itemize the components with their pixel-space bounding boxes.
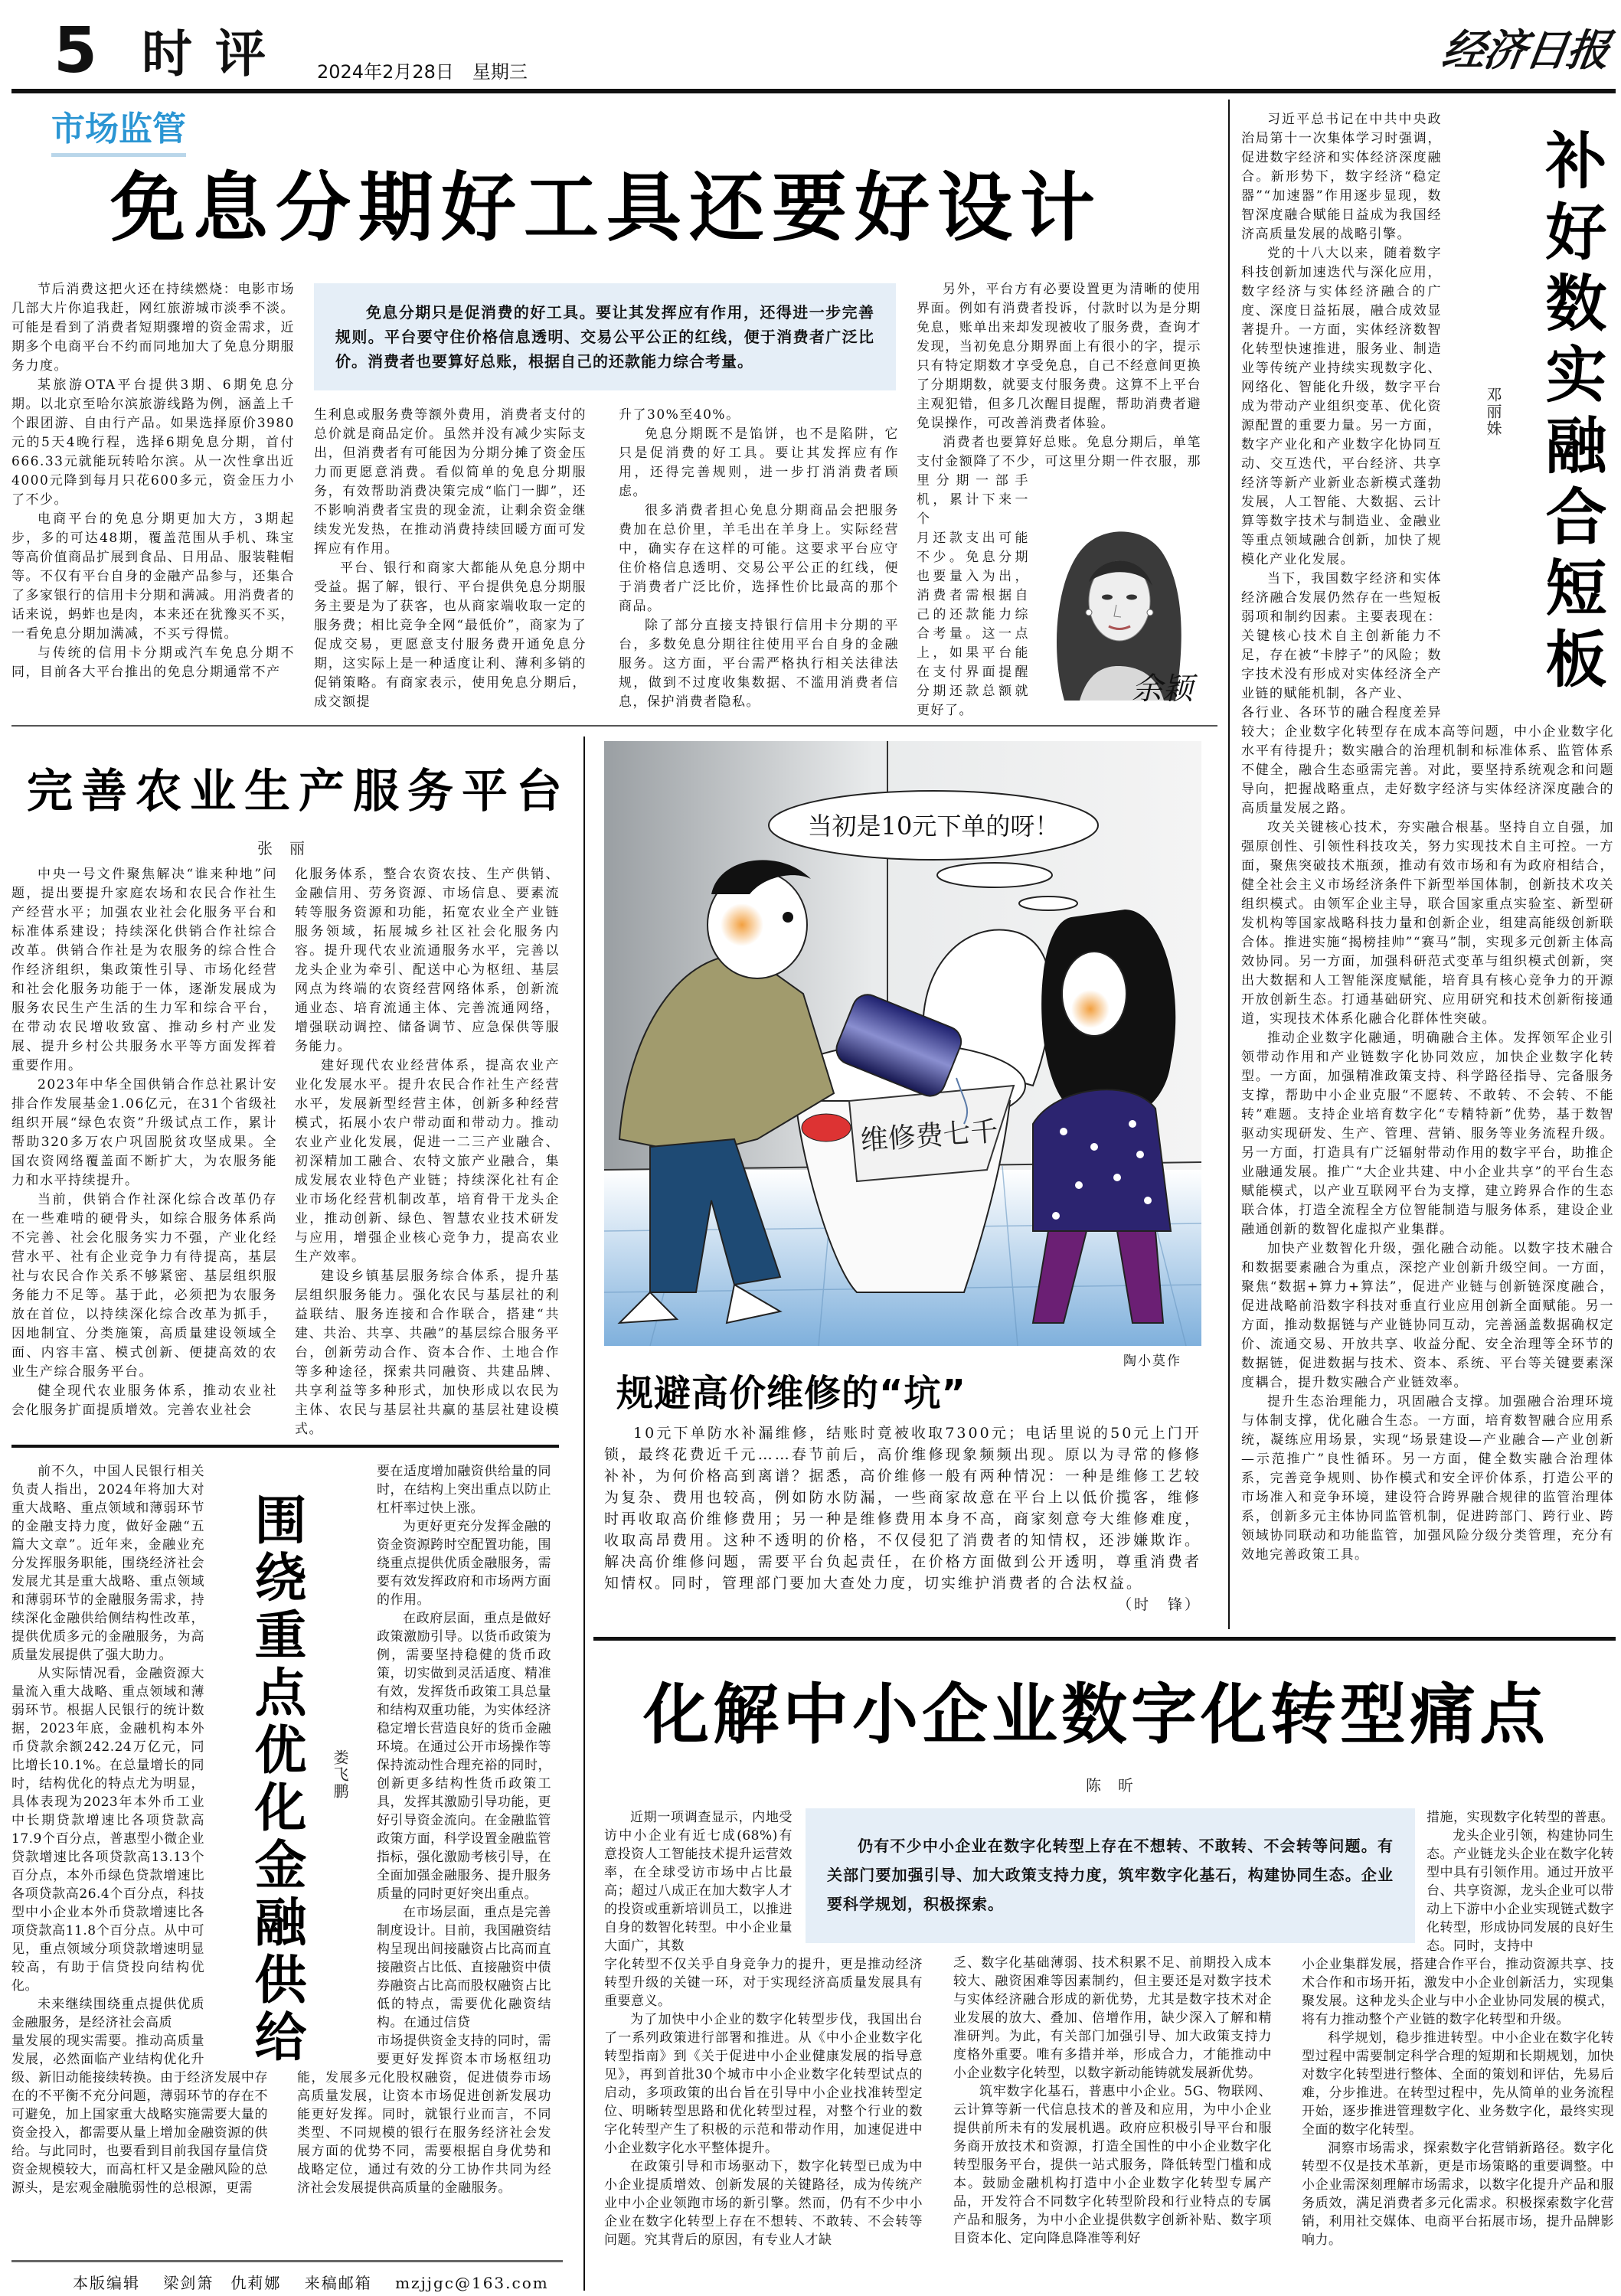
paragraph: 节后消费这把火还在持续燃烧：电影市场几部大片你追我赶，网红旅游城市淡季不淡。可能是看到了消费者短期骤增的资金需求，近期多个电商平台不约而同地加大了免息分期服务力度。	[11, 282, 295, 374]
paragraph: 建设乡镇基层服务综合体系，提升基层组织服务能力。强化农民与基层社的利益联结、服务连接和合作联合，搭建“共建、共治、共享、共融”的基层综合服务平台，创新劳动合作、资本合作、土地合作等多种途径，探索共同融资、共建品牌、共享利益等多种形式，加快形成以农民为主体、农民与基层社共赢的基层社建设模式。	[295, 1269, 560, 1437]
paragraph: 从实际情况看，金融资源大量流入重大战略、重点领域和薄弱环节。根据人民银行的统计数据，2023年底，金融机构本外币贷款余额242.24万亿元，同比增长10.1%。在总量增长的同时，结构优化的特点尤为明显，具体表现为2023年本外币工业中长期贷款增速比各项贷款高17.9个百分点，普惠型小微企业贷款增速比各项贷款高13.13个百分点，本外币绿色贷款增速比各项贷款高26.4个百分点，科技型中小企业本外币贷款增速比各项贷款高11.8个百分点。从中可见，重点领域分项贷款增速明显较高，有助于信贷投向结构优化。	[11, 1666, 204, 1994]
article-column-wrap	[604, 1808, 923, 2249]
paragraph: 前不久，中国人民银行相关负责人指出，2024年将加大对重大战略、重点领域和薄弱环节的金融支持力度，做好金融“五篇大文章”。近年来，金融业充分发挥服务职能，围绕经济社会发展尤其是重大战略、重点领域和薄弱环节的金融服务需求，持续深化金融供给侧结构性改革，提供优质多元的金融服务，为高质量发展提供了强大助力。	[11, 1464, 204, 1663]
paragraph: 升了30%至40%。	[619, 407, 740, 423]
editor-label: 本版编辑	[73, 2274, 140, 2292]
article-column	[314, 406, 587, 712]
paragraph: 建好现代农业经营体系，提高农业产业化发展水平。提升农民合作社生产经营水平，发展新型经营主体，创新多种经营模式，拓展小农户带动面和带动力。推动农业产业化发展，促进一二三产业融合、初深精加工融合、农特文旅产业融合，集成发展农业特色产业链；持续深化社有企业市场化经营机制改革，培育骨干龙头企业，推动创新、绿色、智慧农业技术研发与应用，增强企业核心竞争力，提高农业生产效率。	[295, 1058, 560, 1265]
headline-agriculture: 完善农业生产服务平台	[27, 765, 570, 818]
author-portrait	[1034, 509, 1202, 708]
paragraph: 健全现代农业服务体系，推动农业社会化服务扩面提质增效。完善农业社会	[11, 1383, 277, 1418]
paragraph: 很多消费者担心免息分期商品会把服务费加在总价里，羊毛出在羊身上。实际经营中，确实存在这样的可能。这要求平台应守住价格信息透明、交易公平公正的红线，便于消费者广泛比价，选择性价比最高的那个商品。	[619, 503, 899, 614]
headline-sme: 化解中小企业数字化转型痛点	[643, 1677, 1549, 1753]
column-divider-left	[583, 736, 585, 2291]
article-column-wrap	[11, 1462, 268, 2197]
lead-box	[314, 283, 896, 390]
author-byline: 娄飞鹏	[331, 1749, 349, 1800]
cartoon-credit: 陶小莫作	[1123, 1354, 1181, 1369]
author-byline: （时 锋）	[1116, 1596, 1201, 1613]
paragraph: 市场提供资金支持的同时，需要更好发挥资本市场枢纽功能，发展多元化股权融资，促进债券市场高质量发展，让资本市场促进创新发展功能更好发挥。同时，就银行业而言，不同类型、不同规模的银行在服务经济社会发展方面的优势不同，需要根据自身优势和战略定位，通过有效的分工协作共同为经济社会发展提供高质量的金融服务。	[297, 2033, 551, 2196]
paragraph: 习近平总书记在中共中央政治局第十一次集体学习时强调，促进数字经济和实体经济深度融合。新形势下，数字经济“稳定器”“加速器”作用逐步显现，数智深度融合赋能日益成为我国经济高质量发展的战略引擎。	[1241, 112, 1442, 242]
article-column	[604, 1955, 923, 2249]
paragraph: 要在适度增加融资供给量的同时，在结构上突出重点以防止杠杆率过快上涨。	[377, 1464, 551, 1516]
paragraph: 推动企业数字化融通，明确融合主体。发挥领军企业引领带动作用和产业链数字化协同效应，加快企业数字化转型。一方面，加强精准政策支持、科学路径指导、完备服务支撑，帮助中小企业克服“不愿转、不敢转、不会转、不能转”难题。支持企业培育数字化“专精特新”优势，基于数智驱动实现研发、生产、管理、营销、服务等业务流程升级。另一方面，打造具有广泛辐射带动作用的数字平台，助推企业融通发展。推广“大企业共建、中小企业共享”的平台生态赋能模式，以产业互联网平台为支撑，建立跨界合作的生态联合体，打造全流程全方位智能制造与服务体系，建设企业融通创新的数智化虚拟产业集群。	[1241, 1030, 1614, 1237]
paragraph: 党的十八大以来，随着数字科技创新加速迭代与深化应用，数字经济与实体经济融合的广度、深度日益拓展，融合成效显著提升。一方面，实体经济数智化转型快速推进，服务业、制造业等传统产业持续实现数字化、网络化、智能化升级，数字平台成为带动产业组织变革、优化资源配置的重要力量。另一方面，数字产业化和产业数字化协同互动、交互迭代，平台经济、共享经济等新产业新业态新模式蓬勃发展，人工智能、大数据、云计算等数字技术与制造业、金融业等重点领域融合创新，加快了规模化产业化发展。	[1241, 246, 1442, 567]
paragraph: 字化转型不仅关乎自身竞争力的提升，更是推动经济转型升级的关键一环，对于实现经济高质量发展具有重要意义。	[604, 1957, 923, 2009]
paragraph: 2023年中华全国供销合作总社累计安排合作发展基金1.06亿元，在31个省级社组织开展“绿色农资”升级试点工作，累计帮助320多万农户巩固脱贫攻坚成果。全国农资网络覆盖面不断扩大，为农服务能力和水平持续提升。	[11, 1077, 277, 1188]
layout-spacer	[297, 1462, 377, 2067]
author-byline: 邓丽姝	[1484, 387, 1502, 437]
submission-email[interactable]: mzjjgc@163.com	[395, 2274, 549, 2292]
article-column	[1302, 1955, 1614, 2249]
sme-top-rule	[593, 1637, 1616, 1641]
paragraph: 乏、数字化基础薄弱、技术积累不足、前期投入成本较大、融资困难等因素制约，但主要还是对数字技术与实体经济融合形成的新优势，尤其是数字技术对企业发展的放大、叠加、倍增作用，缺少深入了解和精准研判。为此，有关部门加强引导、加大政策支持力度格外重要。唯有多措并举，形成合力，才能推动中小企业数字化转型，以数字新动能铸就发展新优势。	[953, 1955, 1272, 2081]
paragraph: 某旅游OTA平台提供3期、6期免息分期。以北京至哈尔滨旅游线路为例，涵盖上千个跟团游、自由行产品。如果选择原价3980元的5天4晚行程，选择6期免息分期，首付666.33元就能玩转哈尔滨。从一次性拿出近4000元降到每月只花600多元，资金压力小了不少。	[11, 377, 295, 508]
author-signature: 余颖	[1132, 671, 1193, 707]
paragraph: 量发展的现实需要。推动高质量发展，必然面临产业结构优化升级、新旧动能接续转换。由于经济发展中存在的不平衡不充分问题，薄弱环节的存在不可避免，加上国家重大战略实施需要大量的资金投入，都需要从量上增加金融资源的供给。与此同时，也要看到目前我国存量信贷资金规模较大，而高杠杆又是金融风险的总源头，是宏观金融脆弱性的总根源，更需	[11, 2033, 268, 2196]
layout-spacer	[793, 1808, 923, 1940]
email-label: 来稿邮箱	[304, 2274, 372, 2292]
paragraph: 提升生态治理能力，巩固融合支撑。加强融合治理环境与体制支撑，优化融合生态。一方面，培育数智融合应用系统，凝练应用场景，实现“场景建设—产业融合—产业创新—示范推广”良性循环。另一方面，健全数实融合治理体系，完善竞争规则、协作模式和安全评价体系，打造公平的市场准入和竞争环境，建设符合跨界融合规律的监管治理体系，创新多元主体协同监管机制，促进跨部门、跨行业、跨领域协同联动和功能监管，加强风险分级分类管理，充分有效地完善政策工具。	[1241, 1394, 1614, 1563]
paragraph: 中央一号文件聚焦解决“谁来种地”问题，提出要提升家庭农场和农民合作社生产经营水平；加强农业社会化服务平台和标准体系建设；持续深化供销合作社综合改革。供销合作社是为农服务的综合性合作经济组织，集政策性引导、市场化经营和社会化服务功能于一体，逐渐发展成为服务农民生产生活的生力军和综合平台，在带动农民增收致富、推动乡村产业发展、提升乡村公共服务水平等方面发挥着重要作用。	[11, 867, 277, 1073]
column-label: 市场监管	[51, 109, 186, 157]
paragraph: 筑牢数字化基石，普惠中小企业。5G、物联网、云计算等新一代信息技术的普及和应用，为中小企业提供前所未有的发展机遇。政府应积极引导平台和服务商开放技术和资源，打造全国性的中小企业数字化转型服务平台，提供一站式服务，降低转型门槛和成本。鼓励金融机构打造中小企业数字化转型专属产品，开发符合不同数字化转型阶段和行业特点的专属产品和服务，为中小企业提供数字创新补贴、数字项目资本化、定向降息降准等利好	[953, 2084, 1272, 2246]
paragraph: 消费者也要算好总账。免息分期后，单笔支付金额降了不少，可这里分期一件衣服，那里分期一部手机，累计下来一个	[917, 435, 1201, 527]
paragraph: 在市场层面，重点是完善制度设计。目前，我国融资结构呈现出间接融资占比高而直接融资占比低、直接融资中债券融资占比高而股权融资占比低的特点，需要优化融资结构。在通过信贷	[377, 1905, 551, 2030]
cartoon-speech-bubble: 当初是10元下单的呀！	[807, 812, 1060, 841]
paragraph: 措施，实现数字化转型的普惠。	[1427, 1810, 1614, 1825]
page-number: 5	[54, 15, 98, 87]
article-column	[1241, 704, 1614, 1565]
issue-date: 2024年2月28日 星期三	[317, 61, 528, 83]
headline-digital-real: 补好数实融合短板	[1535, 129, 1606, 698]
page-footer	[73, 2271, 549, 2293]
article-column	[295, 865, 560, 1439]
lead-text: 仍有不少中小企业在数字化转型上存在不想转、不敢转、不会转等问题。有关部门要加强引导、加大政策支持力度，筑牢数字化基石，构建协同生态。企业要科学规划，积极探索。	[827, 1837, 1394, 1913]
layout-spacer	[1302, 1808, 1427, 1940]
top-section-rule	[11, 725, 1217, 727]
article-column	[619, 406, 899, 712]
author-byline: 陈昕	[1086, 1776, 1150, 1795]
paragraph: 近期一项调查显示，内地受访中小企业有近七成(68%)有意投资人工智能技术提升运营效率，在全球受访市场中占比最高；超过八成正在加大数字人才的投资或重新培训员工，以推进自身的数智化转型。中小企业量大面广，其数	[604, 1810, 793, 1954]
paragraph: 免息分期既不是馅饼，也不是陷阱，它只是促消费的好工具。要让其发挥应有作用，还得完善规则，进一步打消消费者顾虑。	[619, 426, 899, 499]
paragraph: 各行业、各环节的融合程度差异较大；企业数字化转型存在成本高等问题，中小企业数字化水平有待提升；数实融合的治理机制和标准体系、监管体系不健全，融合生态亟需完善。对此，要坚持系统观念和问题导向，把握战略重点，走好数字经济与实体经济深度融合的高质量发展之路。	[1241, 705, 1614, 816]
lead-text: 免息分期只是促消费的好工具。要让其发挥应有作用，还得进一步完善规则。平台要守住价格信息透明、交易公平公正的红线，便于消费者广泛比价。消费者也要算好总账，根据自己的还款能力综合考量。	[335, 303, 874, 371]
headline-repair: 规避高价维修的“坑”	[616, 1372, 967, 1415]
headline-installment: 免息分期好工具还要好设计	[110, 165, 1103, 252]
author-byline: 张丽	[257, 839, 322, 857]
paragraph: 攻关关键核心技术，夯实融合根基。坚持自立自强，加强原创性、引领性科技攻关，努力实现技术自主可控。一方面，聚焦突破技术瓶颈，推动有效市场和有为政府相结合，健全社会主义市场经济条件下新型举国体制，创新技术攻关组织模式。由领军企业主导，联合国家重点实验室、新型研发机构等国家战略科技力量和创新企业，组建高能级创新联合体。推进实施“揭榜挂帅”“赛马”制，实现多元创新主体高效协同。另一方面，加强科研范式变革与组织模式创新，突出大数据和人工智能深度赋能，培育具有核心竞争力的开源开放创新生态。打通基础研究、应用研究和技术创新衔接通道，实现技术体系化融合化群体性突破。	[1241, 820, 1614, 1027]
paragraph: 10元下单防水补漏维修，结账时竟被收取7300元；电话里说的50元上门开锁，最终花费近千元……春节前后，高价维修现象频频出现。原以为寻常的修修补补，为何价格高到离谱？据悉，高价维修一般有两种情况：一种是维修工艺较为复杂、费用也较高，例如防水防漏，一些商家故意在平台上以低价揽客，维修时再收取高价维修费用；另一种是维修费用本身不高，商家刻意夸大维修难度，收取高昂费用。这种不透明的价格，不仅侵犯了消费者的知情权，还涉嫌欺诈。解决高价维修问题，需要平台负起责任，在价格方面做到公开透明，尊重消费者知情权。同时，管理部门要加大查处力度，切实维护消费者的合法权益。	[604, 1425, 1201, 1592]
paragraph: 化服务体系，整合农资农技、生产供销、金融信用、劳务资源、市场信息、要素流转等服务资源和功能，拓宽农业全产业链服务领域，拓展城乡社区社会化服务内容。提升现代农业流通服务水平，完善以龙头企业为牵引、配送中心为枢纽、基层网点为终端的农资经营网络体系，创新流通业态、培育流通主体、完善流通网络，增强联动调控、储备调节、应急保供等服务能力。	[295, 867, 560, 1054]
paragraph: 科学规划，稳步推进转型。中小企业在数字化转型过程中需要制定科学合理的短期和长期规划，加快对数字化转型进行整体、全面的策划和评估，先易后难，分步推进。在转型过程中，先从简单的业务流程开始，逐步推进管理数字化、业务数字化，最终实现全面的数字化转型。	[1302, 2030, 1614, 2138]
article-column-wrap	[297, 1462, 551, 2197]
paragraph: 在政府层面，重点是做好政策激励引导。以货币政策为例，需要坚持稳健的货币政策，切实做到灵活适度、精准有效，发挥货币政策工具总量和结构双重功能，为实体经济稳定增长营造良好的货币金融环境。在通过公开市场操作等保持流动性合理充裕的同时，创新更多结构性货币政策工具，发挥其激励引导功能，更好引导资金流向。在金融监管政策方面，科学设置金融监管指标，强化激励考核引导，在全面加强金融服务、提升服务质量的同时更好突出重点。	[377, 1611, 551, 1902]
paragraph: 生利息或服务费等额外费用，消费者支付的总价就是商品定价。虽然并没有减少实际支出，但消费者有可能因为分期分摊了资金压力而更愿意消费。看似简单的免息分期服务，有效帮助消费决策完成“临门一脚”，还不影响消费者宝贵的现金流，让剩余资金继续发光发热，在推动消费持续回暖方面可发挥应有作用。	[314, 407, 587, 557]
paragraph: 在政策引导和市场驱动下，数字化转型已成为中小企业提质增效、创新发展的关键路径，成为传统产业中小企业领跑市场的新引擎。然而，仍有不少中小企业在数字化转型上存在不想转、不敢转、不会转等问题。究其背后的原因，有专业人才缺	[604, 2159, 923, 2248]
paragraph: 另外，平台方有必要设置更为清晰的使用界面。例如有消费者投诉，付款时以为是分期免息，账单出来却发现被收了服务费，查询才发现，当初免息分期界面上有很小的字，提示只有特定期数才享受免息，自己不经意间更换了分期期数，就要支付服务费。这算不上平台主观犯错，但多几次醒目提醒，帮助消费者避免误操作，可改善消费者体验。	[917, 282, 1201, 431]
paragraph: 小企业集群发展，搭建合作平台，推动资源共享、技术合作和市场开拓，激发中小企业创新活力，实现集聚发展。这种龙头企业与中小企业协同发展的模式，将有力推动整个产业链的数字化转型和升级。	[1302, 1957, 1614, 2027]
cartoon-repair-bill: 维修费七千	[859, 1115, 999, 1157]
paragraph: 当下，我国数字经济和实体经济融合发展仍然存在一些短板弱项和制约因素。主要表现在：关键核心技术自主创新能力不足，存在被“卡脖子”的风险；数字技术没有形成对实体经济全产业链的赋能机制，各产业、	[1241, 571, 1442, 701]
footer-rule	[11, 2260, 563, 2262]
paragraph: 加快产业数智化升级，强化融合动能。以数字技术融合和数据要素融合为重点，深挖产业创新升级空间。一方面，聚焦“数据+算力+算法”，促进产业链与创新链深度融合，促进战略前沿数字科技对垂直行业应用创新全面赋能。另一方面，推动数据链与产业链协同互动，完善涵盖数据确权定价、流通交易、开放共享、收益分配、安全治理等全环节的数据链，促进数据与技术、资本、系统、平台等关键要素深度耦合，提升数实融合产业链效率。	[1241, 1241, 1614, 1390]
newspaper-masthead-logo: 经济日报	[1439, 25, 1612, 76]
paragraph: 当前，供销合作社深化综合改革仍存在一些难啃的硬骨头，如综合服务体系尚不完善、社会化服务实力不强，产业化经营水平、社有企业竞争力有待提高，基层社与农民合作关系不够紧密、基层组织服务能力不足等。基于此，必须把为农服务放在首位，以持续深化综合改革为抓手，因地制宜、分类施策，高质量建设领域全面、内容丰富、模式创新、便捷高效的农业生产综合服务平台。	[11, 1192, 277, 1380]
paragraph: 月还款支出可能不少。免息分期也要量入为出，消费者需根据自己的还款能力综合考量。这一点上，如果平台能在支付界面提醒分期还款总额就更好了。	[917, 531, 1029, 718]
masthead-rule	[11, 89, 1616, 93]
article-column	[11, 865, 277, 1420]
paragraph: 为了加快中小企业的数字化转型步伐，我国出台了一系列政策进行部署和推进。从《中小企业数字化转型指南》到《关于促进中小企业健康发展的指导意见》，再到首批30个城市中小企业数字化转型试点的启动，多项政策的出台旨在引导中小企业找准转型定位、明晰转型思路和优化转型过程，对整个行业的数字化转型产生了积极的示范和带动作用，加速促进中小企业数字化水平整体提升。	[604, 2012, 923, 2156]
editor-names: 梁剑箫 仇莉娜	[163, 2274, 282, 2292]
column-divider-right	[1228, 100, 1230, 1629]
paragraph: 龙头企业引领，构建协同生态。产业链龙头企业在数字化转型中具有引领作用。通过开放平台、共享资源，龙头企业可以带动上下游中小企业实现链式数字化转型，形成协同发展的良好生态。同时，支持中	[1427, 1828, 1614, 1954]
paragraph: 电商平台的免息分期更加大方，3期起步，多的可达48期，覆盖范围从手机、珠宝等高价值商品扩展到食品、日用品、服装鞋帽等。不仅有平台自身的金融产品参与，还集合了多家银行的信用卡分期和满减。用消费者的话来说，蚂蚱也是肉，本来还在犹豫买不买，一看免息分期加满减，不买亏得慌。	[11, 511, 295, 642]
paragraph: 与传统的信用卡分期或汽车免息分期不同，目前各大平台推出的免息分期通常不产	[11, 645, 295, 680]
paragraph: 平台、银行和商家大都能从免息分期中受益。据了解，银行、平台提供免息分期服务主要是为了获客，也从商家端收取一定的服务费；相比竞争全网“最低价”，商家为了促成交易，更愿意支付服务费开通免息分期，这实际上是一种适度让利、薄利多销的促销策略。有商家表示，使用免息分期后，成交额提	[314, 560, 587, 710]
article-column	[11, 280, 295, 682]
section-name: 时评	[142, 24, 289, 83]
paragraph: 未来继续围绕重点提供优质金融服务，是经济社会高质	[11, 1997, 204, 2030]
headline-finance: 围绕重点优化金融供给	[246, 1493, 306, 2067]
article-column-wrap	[1302, 1808, 1614, 2249]
paragraph: 除了部分直接支持银行信用卡分期的平台，多数免息分期往往使用平台自身的金融服务。这方面，平台需严格执行相关法律法规，做到不过度收集数据、不滥用消费者信息，保护消费者隐私。	[619, 618, 899, 710]
article-column	[604, 1422, 1201, 1615]
cartoon-illustration	[604, 741, 1201, 1346]
finance-top-rule	[11, 1445, 559, 1448]
paragraph: 洞察市场需求，探索数字化营销新路径。数字化转型不仅是技术革新，更是市场策略的重要调整。中小企业需深刻理解市场需求，以数字化提升产品和服务质效，满足消费者多元化需求。积极探索数字化营销，利用社交媒体、电商平台拓展市场，提升品牌影响力。	[1302, 2141, 1614, 2248]
article-column	[953, 1954, 1272, 2248]
paragraph: 为更好更充分发挥金融的资金资源跨时空配置功能，围绕重点提供优质金融服务，需要有效发挥政府和市场两方面的作用。	[377, 1519, 551, 1608]
